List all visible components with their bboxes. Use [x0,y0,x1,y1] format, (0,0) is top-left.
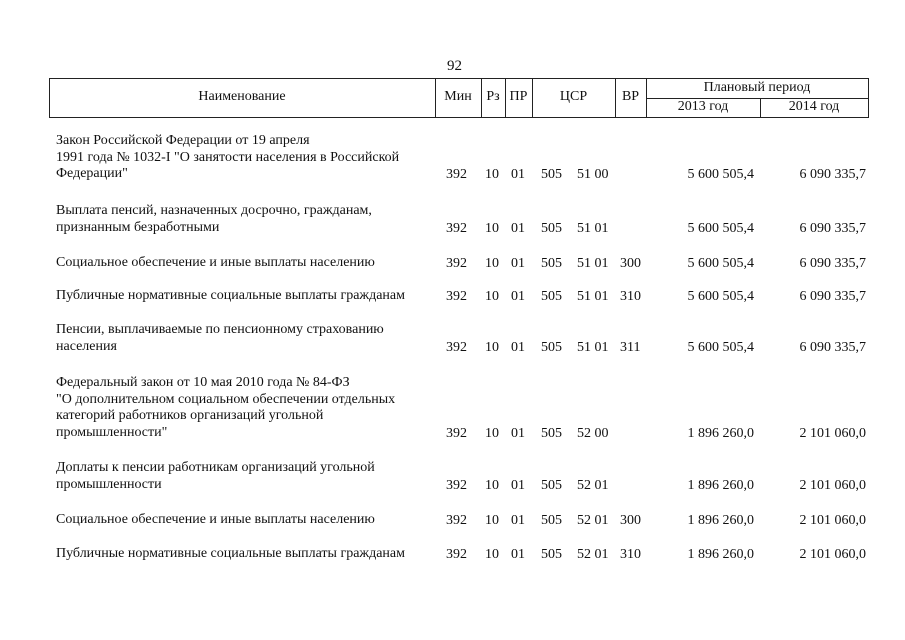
cell-rz: 10 [485,339,499,355]
cell-2014: 6 090 335,7 [799,167,866,182]
row-name-line: Выплата пенсий, назначенных досрочно, гражданам, [56,203,372,218]
row-name [56,375,436,441]
row-name [56,512,436,529]
cell-min: 392 [446,477,467,493]
cell-min: 392 [446,220,467,236]
row-name-line: населения [56,338,117,354]
cell-vr: 300 [620,513,641,528]
header-vr: ВР [621,89,640,104]
row-name [56,203,436,236]
cell-rz: 10 [485,256,499,271]
cell-csr-part2: 51 01 [577,339,609,355]
cell-min: 392 [446,167,467,182]
cell-rz: 10 [485,289,499,304]
cell-2013: 5 600 505,4 [687,256,754,271]
cell-2013: 1 896 260,0 [687,513,754,528]
cell-csr-part2: 51 01 [577,289,609,304]
cell-min: 392 [446,256,467,271]
cell-csr-part2: 51 01 [577,256,609,271]
cell-pr: 01 [511,547,525,562]
cell-2014: 2 101 060,0 [799,425,866,441]
row-name [56,460,436,493]
header-name: Наименование [198,89,286,104]
cell-2014: 6 090 335,7 [799,289,866,304]
row-name-line: Федеральный закон от 10 мая 2010 года № 84-ФЗ [56,375,350,390]
cell-2013: 5 600 505,4 [687,220,754,236]
cell-csr-part1: 505 [541,477,562,493]
cell-csr-part2: 51 00 [577,167,609,182]
cell-2013: 5 600 505,4 [687,339,754,355]
cell-csr-part1: 505 [541,339,562,355]
cell-2014: 6 090 335,7 [799,339,866,355]
cell-csr-part1: 505 [541,220,562,236]
cell-vr: 310 [620,547,641,562]
cell-2014: 2 101 060,0 [799,477,866,493]
cell-rz: 10 [485,477,499,493]
cell-vr: 300 [620,256,641,271]
cell-pr: 01 [511,256,525,271]
cell-rz: 10 [485,167,499,182]
cell-pr: 01 [511,477,525,493]
cell-min: 392 [446,425,467,441]
row-name [56,288,436,305]
row-name-line: признанным безработными [56,219,220,235]
cell-pr: 01 [511,513,525,528]
row-name-line: Публичные нормативные социальные выплаты гражданам [56,546,405,561]
page-number: 92 [447,58,462,74]
cell-pr: 01 [511,425,525,441]
cell-csr-part2: 52 00 [577,425,609,441]
cell-min: 392 [446,513,467,528]
header-year-2014: 2014 год [788,99,840,114]
row-name [56,255,436,272]
header-min: Мин [444,89,472,104]
cell-csr-part2: 51 01 [577,220,609,236]
row-name-line: "О дополнительном социальном обеспечении отдельных [56,391,396,407]
cell-pr: 01 [511,220,525,236]
cell-2013: 1 896 260,0 [687,547,754,562]
cell-2013: 1 896 260,0 [687,477,754,493]
cell-csr-part2: 52 01 [577,547,609,562]
cell-2013: 5 600 505,4 [687,289,754,304]
header-planned-period: Плановый период [703,80,811,95]
cell-rz: 10 [485,425,499,441]
cell-csr-part1: 505 [541,256,562,271]
row-name-line: промышленности [56,476,162,492]
cell-min: 392 [446,339,467,355]
header-pr: ПР [509,89,528,104]
header-csr: ЦСР [559,89,588,104]
row-name [56,546,436,563]
row-name-line: Закон Российской Федерации от 19 апреля [56,133,310,148]
cell-pr: 01 [511,339,525,355]
row-name-line: Федерации" [56,166,128,181]
cell-csr-part1: 505 [541,425,562,441]
cell-rz: 10 [485,220,499,236]
cell-2014: 2 101 060,0 [799,513,866,528]
cell-2013: 5 600 505,4 [687,167,754,182]
cell-csr-part1: 505 [541,513,562,528]
cell-rz: 10 [485,547,499,562]
row-name-line: Социальное обеспечение и иные выплаты населению [56,512,375,527]
cell-2014: 6 090 335,7 [799,220,866,236]
cell-2014: 2 101 060,0 [799,547,866,562]
cell-csr-part1: 505 [541,289,562,304]
row-name-line: Публичные нормативные социальные выплаты гражданам [56,288,405,303]
row-name-line: 1991 года № 1032-I "О занятости населения в Российской [56,149,400,165]
cell-min: 392 [446,289,467,304]
cell-min: 392 [446,547,467,562]
cell-csr-part2: 52 01 [577,513,609,528]
row-name-line: Пенсии, выплачиваемые по пенсионному страхованию [56,322,384,337]
cell-vr: 310 [620,289,641,304]
cell-pr: 01 [511,167,525,182]
row-name [56,133,436,183]
cell-csr-part1: 505 [541,547,562,562]
cell-2014: 6 090 335,7 [799,256,866,271]
cell-vr: 311 [620,339,641,355]
cell-2013: 1 896 260,0 [687,425,754,441]
cell-pr: 01 [511,289,525,304]
cell-csr-part2: 52 01 [577,477,609,493]
row-name [56,322,436,355]
row-name-line: категорий работников организаций угольной [56,408,324,423]
row-name-line: промышленности" [56,424,168,440]
row-name-line: Доплаты к пенсии работникам организаций угольной [56,460,375,475]
header-year-2013: 2013 год [677,99,729,114]
table-header [49,78,869,118]
cell-rz: 10 [485,513,499,528]
header-rz: Рз [486,89,500,104]
row-name-line: Социальное обеспечение и иные выплаты населению [56,255,375,270]
cell-csr-part1: 505 [541,167,562,182]
